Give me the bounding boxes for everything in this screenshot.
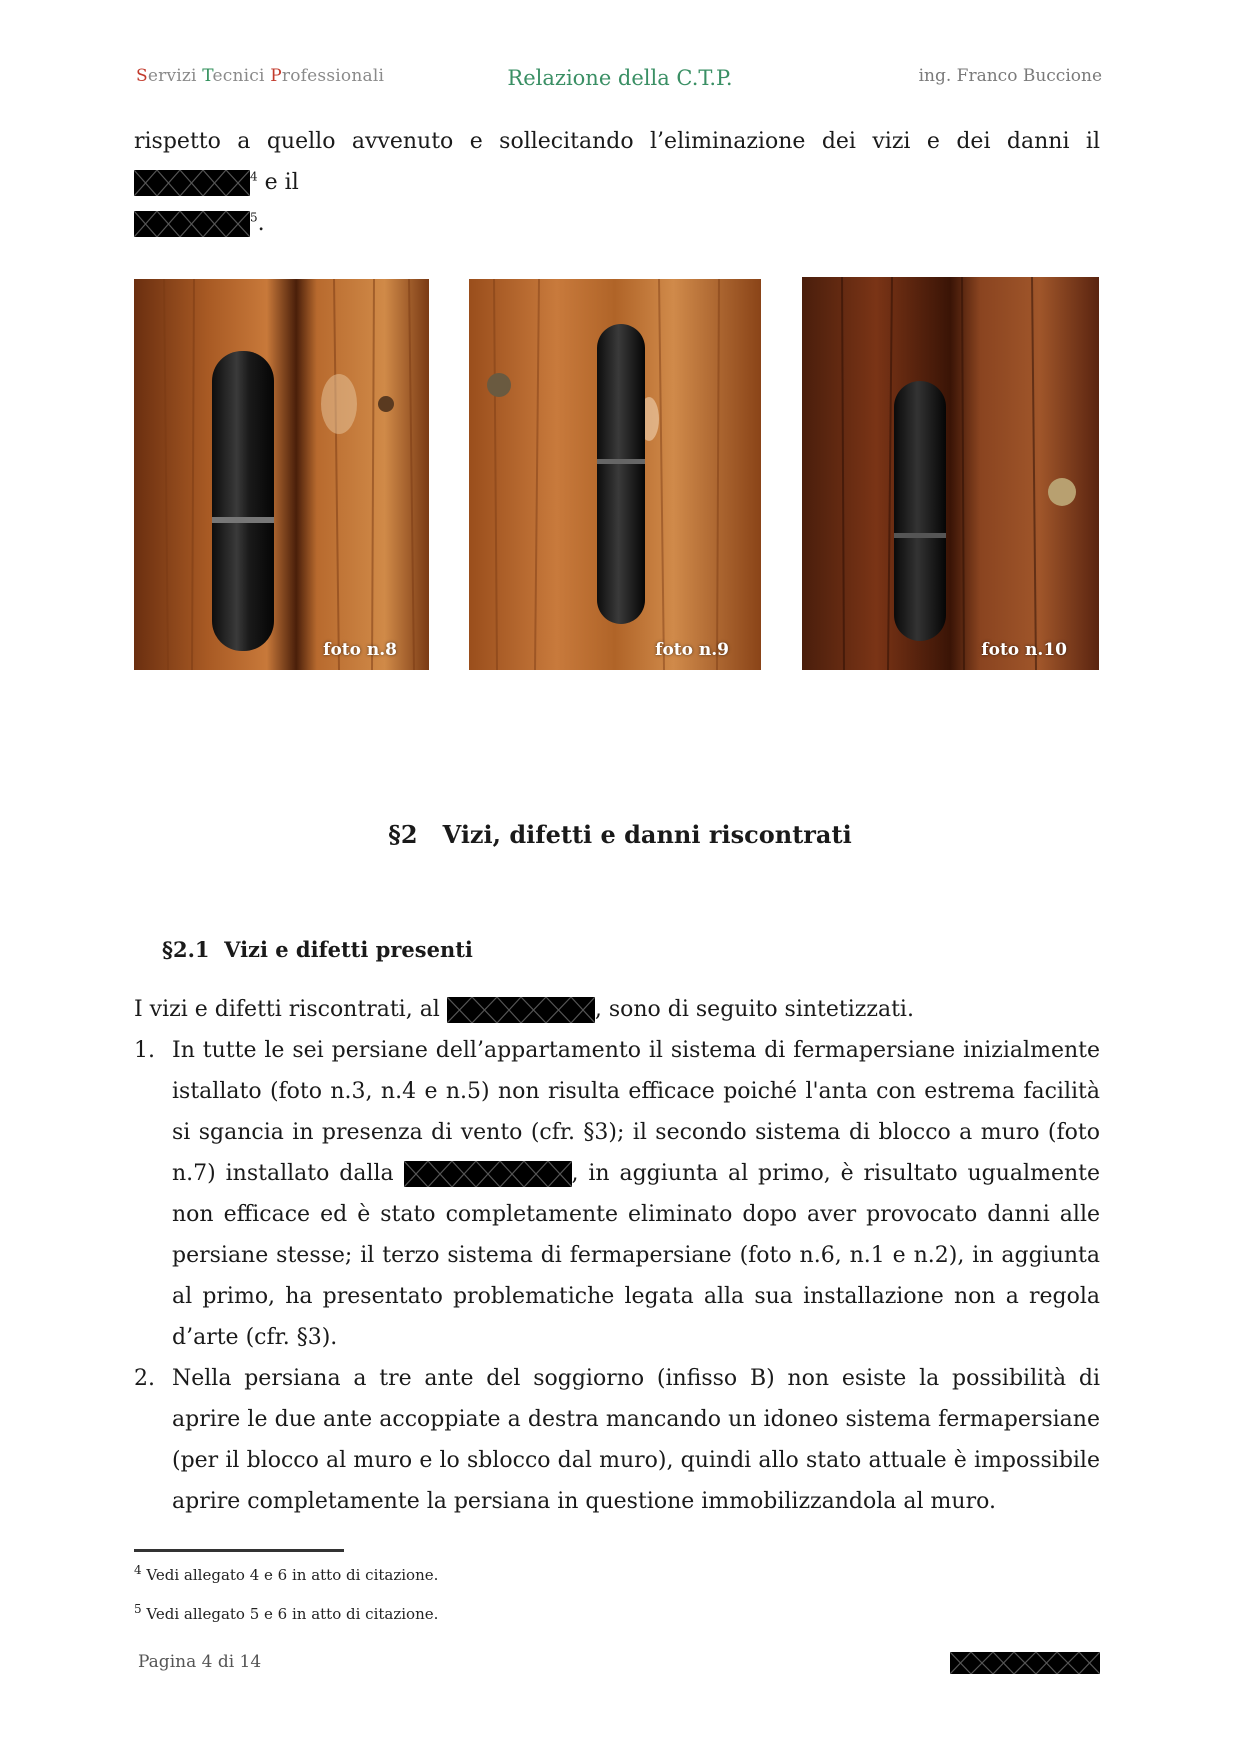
redacted-block (404, 1161, 572, 1187)
redacted-block (134, 170, 250, 196)
photo-hinge-8 (134, 279, 429, 670)
defects-list (134, 1030, 1100, 1522)
photo-hinge-9 (469, 279, 761, 670)
list-item: 1. In tutte le sei persiane dell’appartamento il sistema di fermapersiane inizialmente istallato (foto n.3, n.4 e n.5) non risulta efficace poiché l'anta con estrema facilità si sgancia in presenza di vento (cfr. §3); il secondo sistema di blocco a muro (foto n.7) installato dalla , in aggiunta al primo, è risultato ugualmente non efficace ed è stato completamente eliminato dopo aver provocato danni alle persiane stesse; il terzo sistema di fermapersiane (foto n.6, n.1 e n.2), in aggiunta al primo, ha presentato problematiche legata alla sua installazione non a regola d’arte (cfr. §3). (134, 1030, 1100, 1358)
footnote: $^5$ Vedi allegato 5 e 6 in atto di citazione. (134, 1602, 439, 1623)
photo-caption: foto n.10 (981, 640, 1067, 660)
photo-caption: foto n.9 (655, 640, 729, 660)
list-item: 2. Nella persiana a tre ante del soggiorno (infisso B) non esiste la possibilità di aprire le due ante accoppiate a destra mancando un idoneo sistema fermapersiane (per il blocco al muro e lo sblocco dal muro), quindi allo stato attuale è impossibile aprire completamente la persiana in questione immobilizzandola al muro. (134, 1358, 1100, 1522)
footnote: $^4$ Vedi allegato 4 e 6 in atto di citazione. (134, 1563, 439, 1584)
redacted-block (447, 997, 595, 1023)
list-item-number: 1. (134, 1038, 155, 1063)
redacted-block (950, 1652, 1100, 1674)
redacted-block (134, 211, 250, 237)
list-item-number: 2. (134, 1366, 155, 1391)
page-number: Pagina 4 di 14 (138, 1652, 262, 1672)
section-heading: §2 Vizi, difetti e danni riscontrati (388, 820, 852, 849)
footnote-divider (134, 1549, 344, 1552)
header-firm-name: Servizi Tecnici Professionali (136, 66, 385, 86)
intro-paragraph: rispetto a quello avvenuto e sollecitando l’eliminazione dei vizi e dei danni il $^4$ e il $^5$. (134, 129, 1100, 236)
subsection-heading: §2.1 Vizi e difetti presenti (162, 937, 473, 962)
header-author: ing. Franco Buccione (918, 66, 1102, 86)
photo-hinge-10 (802, 277, 1099, 670)
lead-sentence: I vizi e difetti riscontrati, al , sono di seguito sintetizzati. (134, 997, 914, 1022)
header-title: Relazione della C.T.P. (507, 66, 733, 90)
photo-caption: foto n.8 (323, 640, 397, 660)
footer-redacted-block (950, 1652, 1100, 1674)
